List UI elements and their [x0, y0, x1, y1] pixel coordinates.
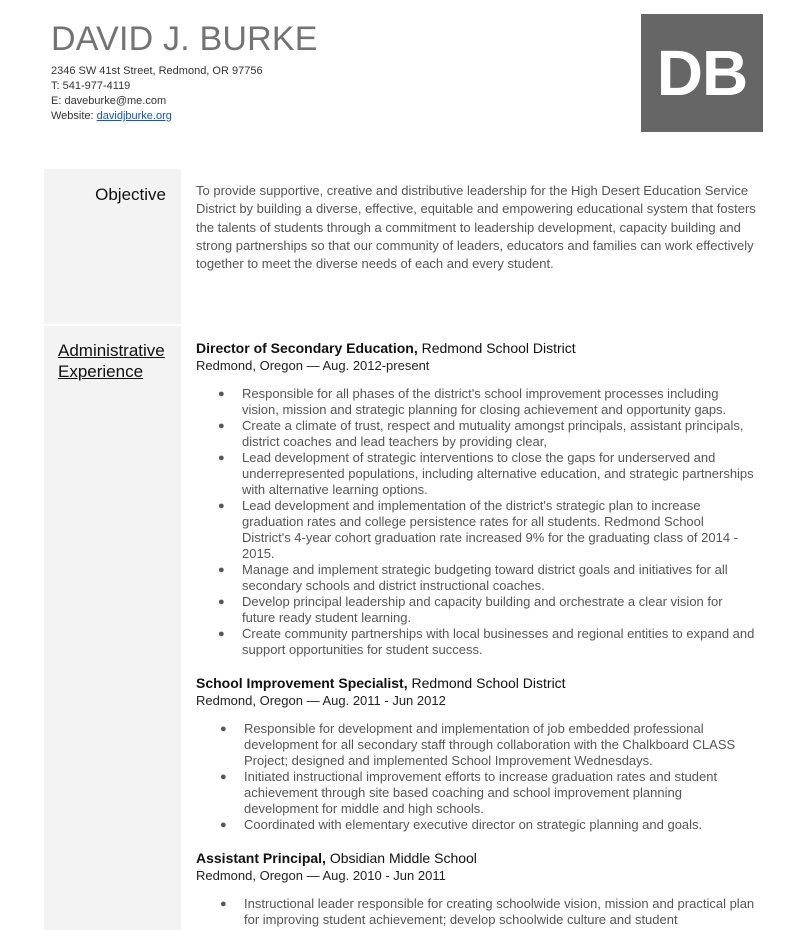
bullet-icon: ●: [220, 771, 227, 783]
objective-label-column: [44, 169, 181, 324]
duty-list: [196, 386, 756, 658]
experience-heading-line2: Experience: [58, 362, 144, 381]
job-organization: Obsidian Middle School: [325, 850, 477, 866]
monogram-badge: DB: [641, 14, 763, 132]
job-title: [196, 339, 756, 357]
address: 2346 SW 41st Street, Redmond, OR 97756: [51, 65, 263, 77]
duty-item: ● Manage and implement strategic budgeting toward district goals and initiatives for all secondary schools and district instructional coaches.: [218, 562, 728, 593]
job-location-dates: Redmond, Oregon — Aug. 2011 - Jun 2012: [196, 693, 446, 708]
bullet-icon: ●: [220, 819, 227, 831]
job-position: Assistant Principal,: [196, 850, 326, 866]
bullet-icon: ●: [218, 564, 225, 576]
bullet-icon: ●: [218, 388, 225, 400]
website-label: Website:: [51, 110, 97, 122]
phone: T: 541-977-4119: [51, 80, 131, 92]
duty-item: ● Create a climate of trust, respect and mutuality amongst principals, assistant principals, district coaches and lead teachers by providing clear,: [218, 418, 744, 449]
experience-heading: [58, 340, 178, 382]
job-organization: Redmond School District: [417, 340, 576, 356]
job-entry-specialist: [196, 674, 756, 833]
bullet-icon: ●: [218, 420, 225, 432]
duty-item: ● Initiated instructional improvement efforts to increase graduation rates and student achievement through site based coaching and school improvement planning development for middle and high schools.: [220, 769, 718, 816]
duty-item: ● Instructional leader responsible for creating schoolwide vision, mission and practical plan for improving student achievement; develop schoolwide culture and student: [220, 896, 755, 927]
duty-item: ● Coordinated with elementary executive director on strategic planning and goals.: [220, 817, 703, 832]
objective-text: To provide supportive, creative and distributive leadership for the High Desert Education Service District by building a diverse, effective, equitable and empowering educational system that fosters the talents of students through a commitment to leadership development, capacity building and strong partnerships so that our community of leaders, educators and families can work effectively together to meet the diverse needs of each and every student.: [196, 183, 756, 272]
bullet-icon: ●: [220, 898, 227, 910]
bullet-icon: ●: [218, 452, 225, 464]
job-position: School Improvement Specialist,: [196, 675, 408, 691]
bullet-icon: ●: [220, 723, 227, 735]
bullet-icon: ●: [218, 500, 225, 512]
website: [51, 109, 263, 124]
duty-item: ● Lead development and implementation of the district's strategic plan to increase graduation rates and college persistence rates for all students. Redmond School District's 4-year cohort graduation rate increased 9% for the graduating class of 2014 - 2015.: [218, 498, 739, 561]
job-entry-assistant-principal: [196, 849, 756, 928]
candidate-name: DAVID J. BURKE: [51, 20, 318, 58]
email: E: daveburke@me.com: [51, 95, 167, 107]
job-organization: Redmond School District: [407, 675, 566, 691]
job-position: Director of Secondary Education,: [196, 340, 418, 356]
duty-item: ● Create community partnerships with local businesses and regional entities to expand and support opportunities for student success.: [218, 626, 755, 657]
duty-item: ● Responsible for all phases of the district's school improvement processes including vision, mission and strategic planning for closing achievement and opportunity gaps.: [218, 386, 727, 417]
duty-item: ● Develop principal leadership and capacity building and orchestrate a clear vision for future ready student learning.: [218, 594, 723, 625]
duty-item: ● Responsible for development and implementation of job embedded professional development for all secondary staff through collaboration with the Chalkboard CLASS Project; designed and implemented School Improvement Wednesdays.: [220, 721, 736, 768]
experience-heading-line1: Administrative: [58, 341, 165, 360]
job-location-dates: Redmond, Oregon — Aug. 2012-present: [196, 358, 430, 373]
experience-label-column: [44, 326, 181, 930]
job-title: [196, 849, 756, 867]
duty-list: [196, 721, 756, 833]
duty-item: ● Lead development of strategic interventions to close the gaps for underserved and underrepresented populations, including alternative education, and strategic partnerships with alternative learning options.: [218, 450, 754, 497]
bullet-icon: ●: [218, 628, 225, 640]
contact-block: [51, 64, 263, 124]
duty-list: [196, 896, 756, 928]
objective-heading: Objective: [95, 185, 166, 204]
job-entry-director: [196, 339, 756, 658]
bullet-icon: ●: [218, 596, 225, 608]
job-title: [196, 674, 756, 692]
website-link[interactable]: davidjburke.org: [96, 110, 172, 122]
job-location-dates: Redmond, Oregon — Aug. 2010 - Jun 2011: [196, 868, 446, 883]
